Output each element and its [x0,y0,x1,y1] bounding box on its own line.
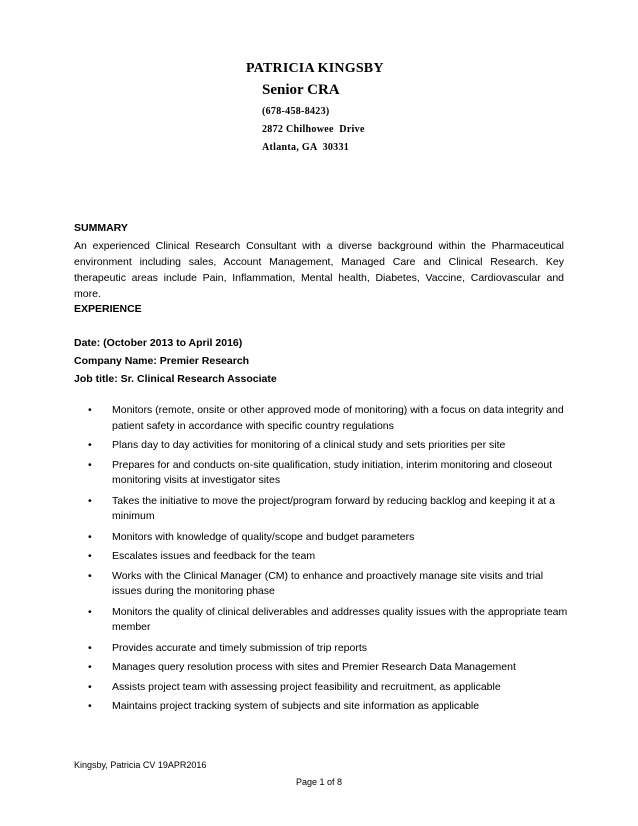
experience-company: Company Name: Premier Research [74,355,250,367]
responsibilities-list [88,403,570,718]
bullet-icon: • [88,550,92,562]
bullet-icon: • [88,494,92,507]
list-item [88,569,570,600]
bullet-text: Works with the Clinical Manager (CM) to enhance and proactively manage site visits and trial issues during the monitoring phase [112,569,544,597]
list-item [88,458,570,489]
experience-date: Date: (October 2013 to April 2016) [74,337,243,349]
bullet-text: Escalates issues and feedback for the team [112,550,316,562]
list-item [88,660,570,676]
contact-city: Atlanta, GA 30331 [262,142,350,153]
bullet-text: Monitors the quality of clinical deliverables and addresses quality issues with the appropriate team member [112,605,568,633]
bullet-icon: • [88,439,92,451]
list-item [88,438,570,454]
list-item [88,605,570,636]
contact-address: 2872 Chilhowee Drive [262,124,365,135]
footer-document-id: Kingsby, Patricia CV 19APR2016 [74,760,207,770]
bullet-text: Provides accurate and timely submission of trip reports [112,641,368,654]
bullet-text: Monitors (remote, onsite or other approved mode of monitoring) with a focus on data integrity and patient safety in accordance with specific country regulations [112,404,564,432]
contact-phone: (678-458-8423) [262,106,330,117]
experience-job-title: Job title: Sr. Clinical Research Associate [74,373,277,385]
list-item [88,530,570,546]
bullet-text: Plans day to day activities for monitoring of a clinical study and sets priorities per site [112,439,506,451]
bullet-icon: • [88,458,92,471]
bullet-text: Assists project team with assessing project feasibility and recruitment, as applicable [112,680,501,693]
bullet-icon: • [88,605,92,618]
bullet-text: Manages query resolution process with sites and Premier Research Data Management [112,661,516,673]
experience-heading: EXPERIENCE [74,303,142,315]
list-item [88,403,570,434]
bullet-icon: • [88,700,92,712]
page-number: Page 1 of 8 [295,777,343,787]
bullet-text: Prepares for and conducts on-site qualification, study initiation, interim monitoring and closeout monitoring visits at investigator sites [112,458,553,486]
bullet-icon: • [88,641,92,654]
bullet-icon: • [88,569,92,582]
list-item [88,680,570,696]
list-item [88,549,570,565]
bullet-icon: • [88,404,92,416]
summary-text: An experienced Clinical Research Consultant with a diverse background within the Pharmaceutical environment including sales, Account Management, Managed Care and Clinical Research. Key therapeutic areas include Pain, Inflammation, Mental health, Diabetes, Vaccine, Cardiovascular and more. [74,240,564,300]
candidate-name: PATRICIA KINGSBY [246,61,384,76]
list-item [88,494,570,525]
bullet-text: Monitors with knowledge of quality/scope and budget parameters [112,530,415,543]
bullet-icon: • [88,530,92,543]
bullet-text: Takes the initiative to move the project/program forward by reducing backlog and keeping it at a minimum [112,494,555,522]
bullet-icon: • [88,661,92,673]
bullet-icon: • [88,680,92,693]
bullet-text: Maintains project tracking system of subjects and site information as applicable [112,700,480,712]
list-item [88,699,570,715]
candidate-role: Senior CRA [262,82,340,98]
summary-heading: SUMMARY [74,222,128,234]
list-item [88,641,570,657]
